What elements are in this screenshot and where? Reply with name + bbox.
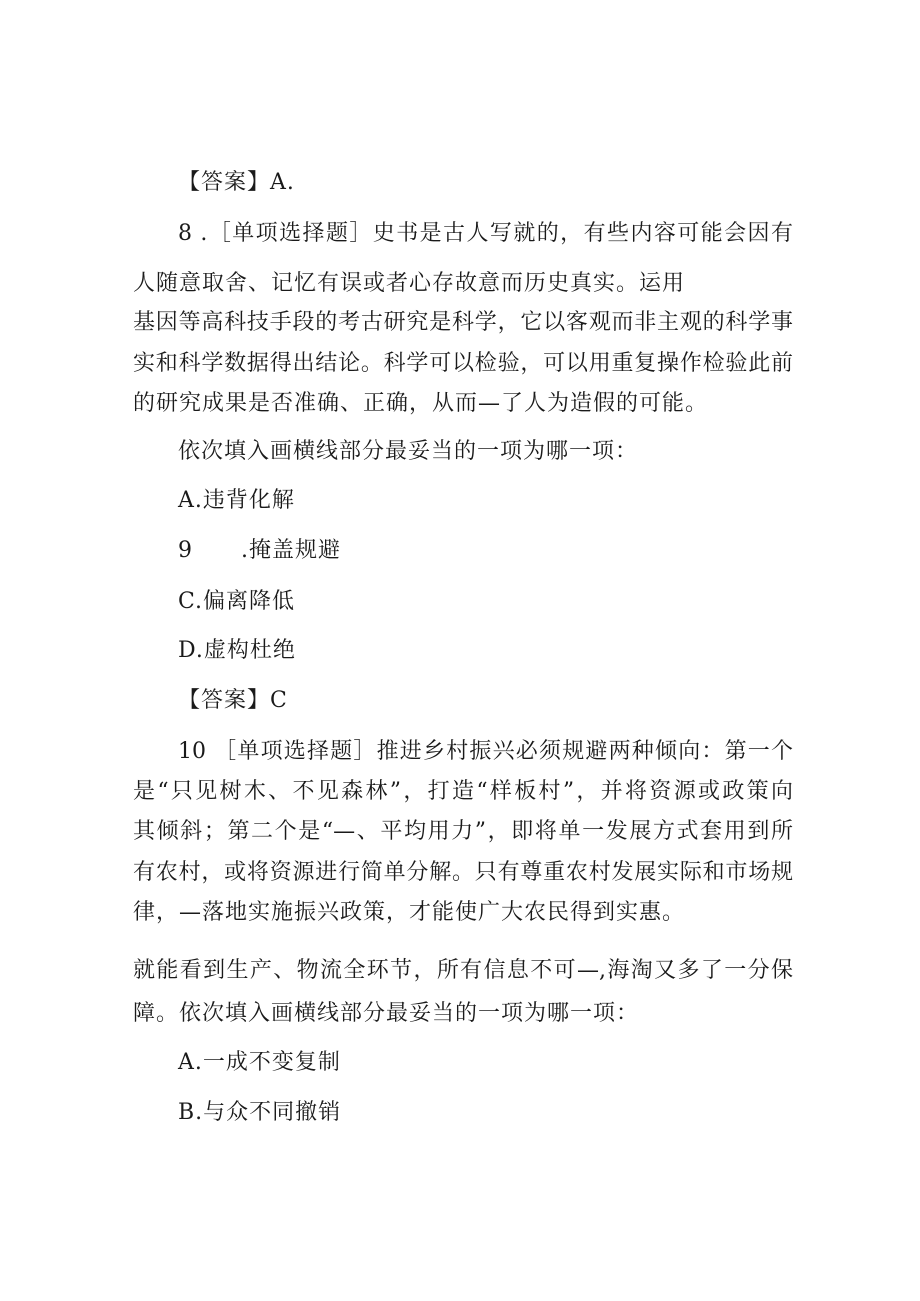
q8-line-3: 基因等高科技手段的考古研究是科学，它以客观而非主观的科学事 — [133, 310, 793, 335]
q10-line-2: 是“只见树木、不见森林”，打造“样板村”，并将资源或政策向 — [133, 779, 793, 804]
q8-option-c: C.偏离降低 — [178, 589, 296, 614]
q10-line-5: 律，—落地实施振兴政策，才能使广大农民得到实惠。 — [133, 900, 686, 925]
next-q-option-a: A.一成不变复制 — [178, 1050, 341, 1075]
q10-line-3: 其倾斜；第二个是“—、平均用力”，即将单一发展方式套用到所 — [133, 819, 793, 844]
next-q-line-2: 障。依次填入画横线部分最妥当的一项为哪一项： — [133, 1001, 640, 1026]
q10-line-1: 10 ［单项选择题］推进乡村振兴必须规避两种倾向：第一个 — [178, 739, 793, 764]
q8-option-b — [178, 536, 341, 566]
q7-answer: 【答案】A. — [178, 170, 295, 195]
q8-line-5: 的研究成果是否准确、正确，从而—了人为造假的可能。 — [133, 391, 709, 416]
q8-option-a: A.违背化解 — [178, 488, 295, 513]
q8-option-b-number: 9 — [178, 538, 193, 563]
q8-answer: 【答案】C — [178, 688, 288, 713]
q8-option-d: D.虚构杜绝 — [178, 638, 296, 663]
q8-line-1: 8 .［单项选择题］史书是古人写就的，有些内容可能会因有 — [178, 221, 793, 246]
q8-line-4: 实和科学数据得出结论。科学可以检验，可以用重复操作检验此前 — [133, 351, 793, 376]
q8-line-2: 人随意取舍、记忆有误或者心存故意而历史真实。运用 — [133, 271, 686, 296]
next-q-line-1: 就能看到生产、物流全环节，所有信息不可—,海淘又多了一分保 — [133, 958, 793, 983]
q8-prompt: 依次填入画横线部分最妥当的一项为哪一项： — [178, 439, 639, 464]
q10-line-4: 有农村，或将资源进行简单分解。只有尊重农村发展实际和市场规 — [133, 860, 793, 885]
next-q-option-b: B.与众不同撤销 — [178, 1100, 342, 1125]
q8-option-b-text: .掩盖规避 — [241, 538, 341, 563]
